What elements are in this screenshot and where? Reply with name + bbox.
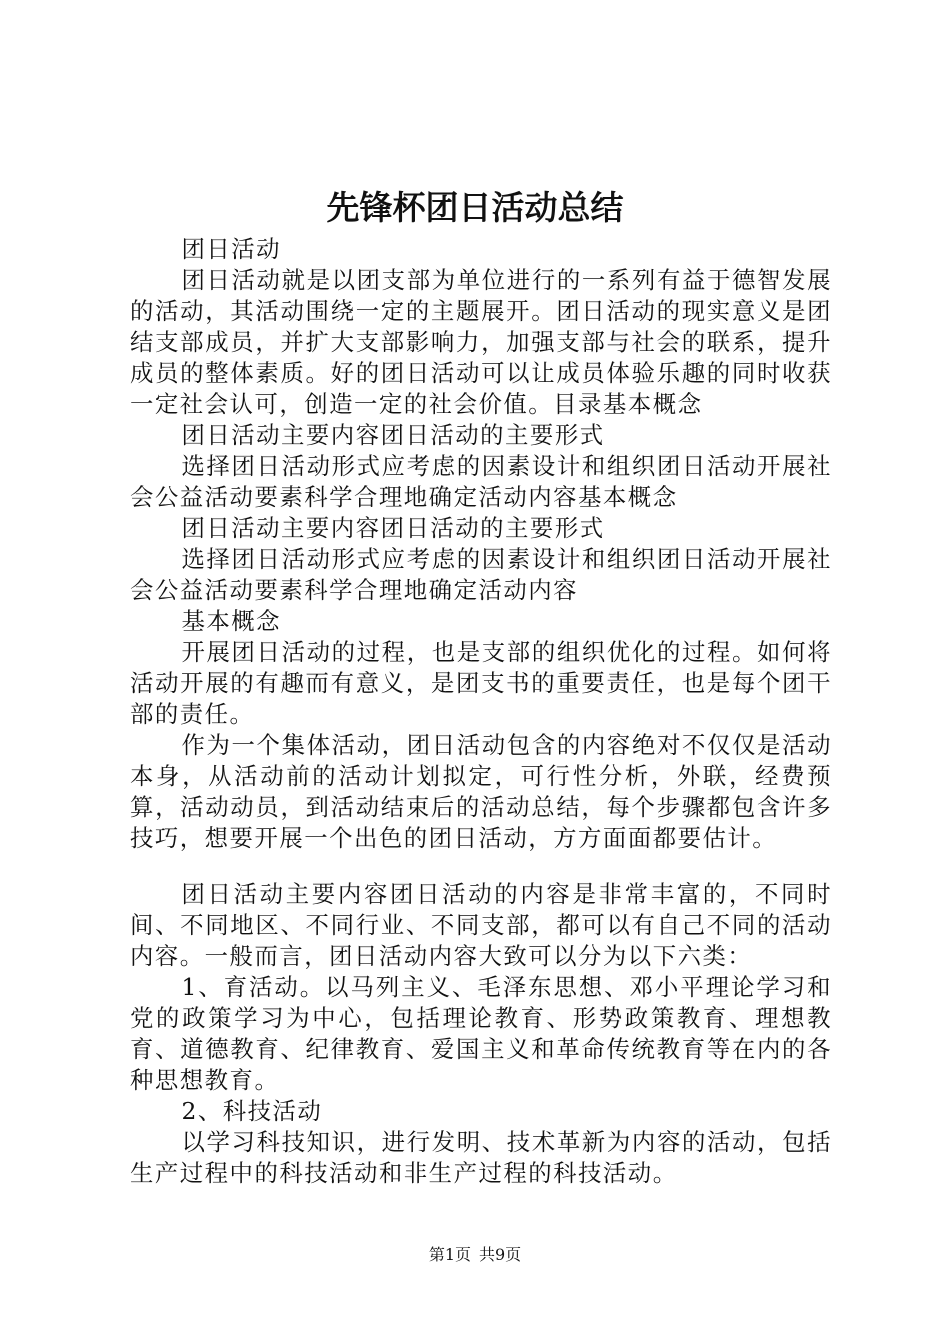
page-count: 共9页 xyxy=(479,1245,522,1264)
page-number: 第1页 xyxy=(428,1245,471,1264)
paragraph: 开展团日活动的过程，也是支部的组织优化的过程。如何将活动开展的有趣而有意义，是团支书的重要责任，也是每个团干部的责任。 xyxy=(130,638,832,728)
paragraph: 团日活动主要内容团日活动的主要形式 xyxy=(181,421,605,449)
page-footer xyxy=(0,1244,950,1266)
paragraph: 2、科技活动 xyxy=(181,1097,323,1125)
paragraph: 团日活动主要内容团日活动的内容是非常丰富的，不同时间、不同地区、不同行业、不同支部，都可以有自己不同的活动内容。一般而言，团日活动内容大致可以分为以下六类： xyxy=(130,880,832,970)
paragraph: 1、育活动。以马列主义、毛泽东思想、邓小平理论学习和党的政策学习为中心，包括理论教育、形势政策教育、理想教育、道德教育、纪律教育、爱国主义和革命传统教育等在内的各种思想教育。 xyxy=(130,973,832,1094)
paragraph: 基本概念 xyxy=(181,607,282,635)
paragraph: 以学习科技知识，进行发明、技术革新为内容的活动，包括生产过程中的科技活动和非生产过程的科技活动。 xyxy=(130,1128,832,1187)
paragraph: 选择团日活动形式应考虑的因素设计和组织团日活动开展社会公益活动要素科学合理地确定活动内容基本概念 xyxy=(130,452,832,511)
document-body xyxy=(130,234,832,1189)
document-title: 先锋杯团日活动总结 xyxy=(326,188,624,227)
paragraph: 选择团日活动形式应考虑的因素设计和组织团日活动开展社会公益活动要素科学合理地确定活动内容 xyxy=(130,545,832,604)
paragraph: 作为一个集体活动，团日活动包含的内容绝对不仅仅是活动本身，从活动前的活动计划拟定，可行性分析，外联，经费预算，活动动员，到活动结束后的活动总结，每个步骤都包含许多技巧，想要开展一个出色的团日活动，方方面面都要估计。 xyxy=(130,731,832,852)
paragraph: 团日活动主要内容团日活动的主要形式 xyxy=(181,514,605,542)
paragraph: 团日活动 xyxy=(181,235,282,263)
paragraph: 团日活动就是以团支部为单位进行的一系列有益于德智发展的活动，其活动围绕一定的主题展开。团日活动的现实意义是团结支部成员，并扩大支部影响力，加强支部与社会的联系，提升成员的整体素质。好的团日活动可以让成员体验乐趣的同时收获一定社会认可，创造一定的社会价值。目录基本概念 xyxy=(130,266,832,418)
